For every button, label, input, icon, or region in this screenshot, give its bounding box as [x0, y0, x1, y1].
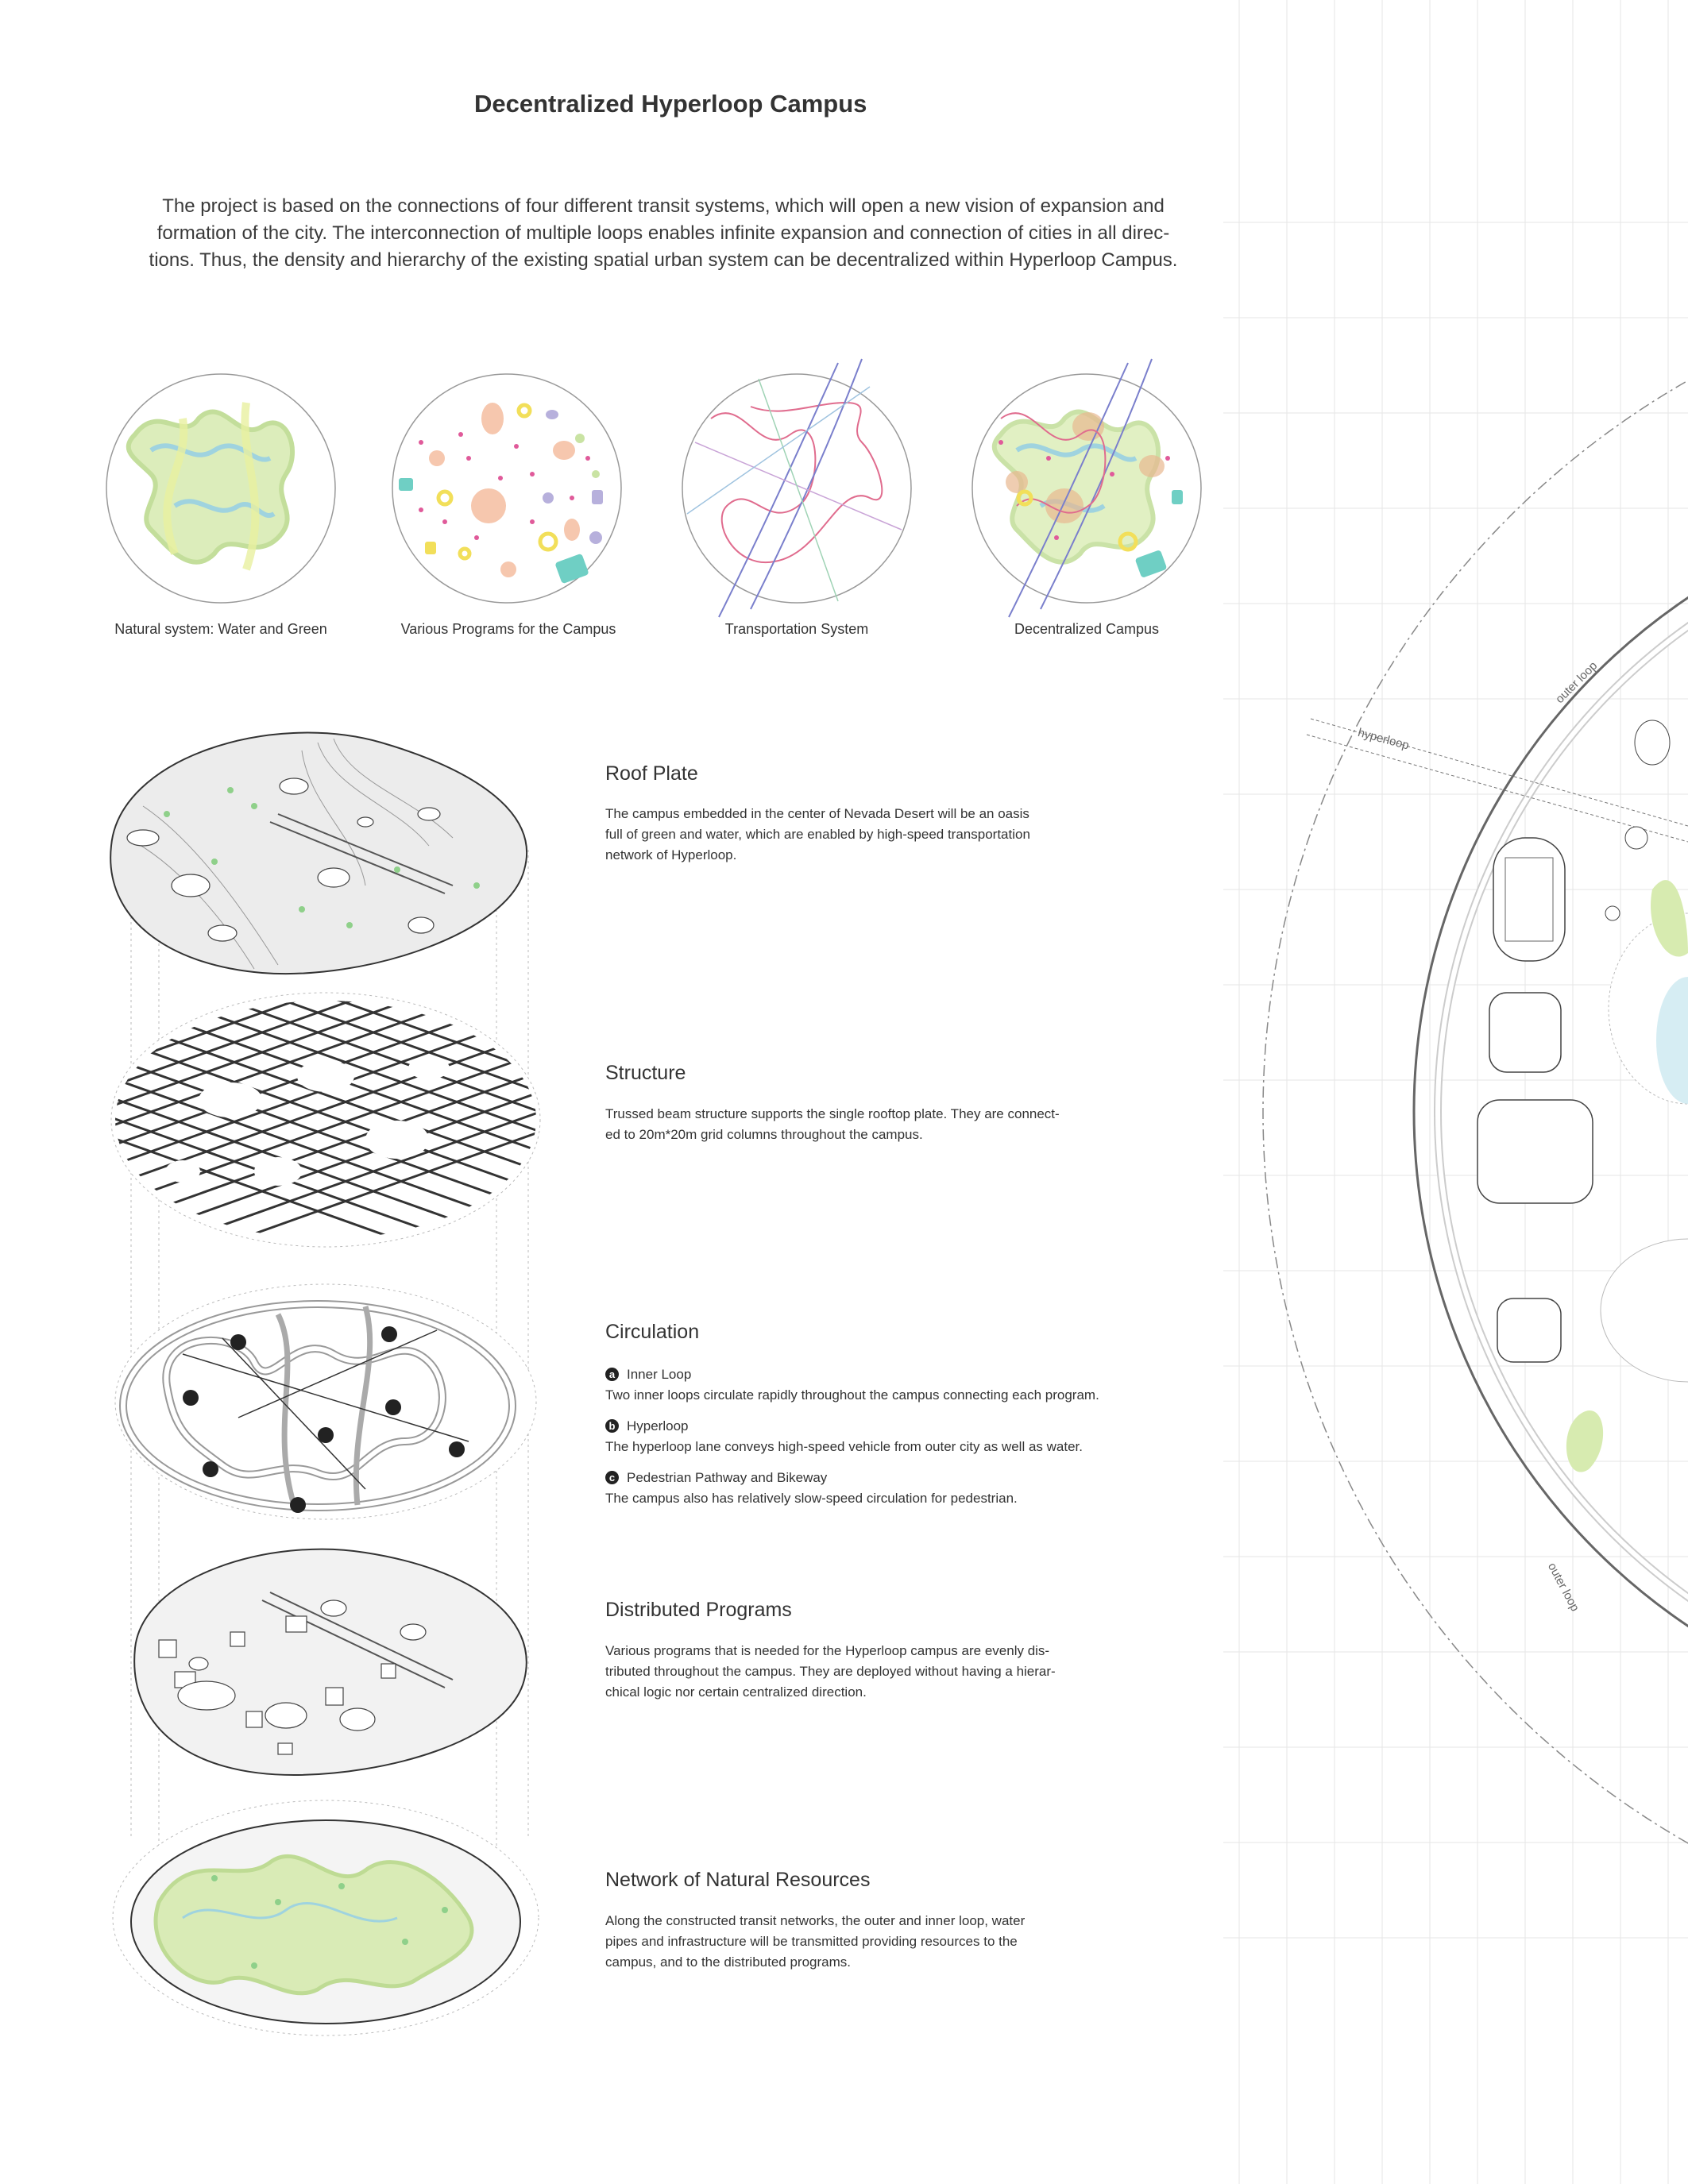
circulation-label: Inner Loop: [627, 1367, 692, 1382]
body-line: Along the constructed transit networks, the outer and inner loop, water: [605, 1913, 1026, 1928]
body-line: full of green and water, which are enabled by high-speed transportation: [605, 827, 1030, 842]
layer-title-circulation: Circulation: [605, 1321, 700, 1343]
layer-title-structure: Structure: [605, 1062, 686, 1084]
label-outer-loop-bottom: outer loop: [1544, 1561, 1582, 1614]
body-line: pipes and infrastructure will be transmitted providing resources to the: [605, 1934, 1018, 1949]
programs-layer: [134, 1549, 527, 1775]
natural-resources-layer: [113, 1800, 539, 2035]
caption-programs: Various Programs for the Campus: [400, 621, 616, 637]
badge-a-icon: a: [605, 1368, 619, 1381]
body-line: network of Hyperloop.: [605, 847, 737, 862]
diagram-decentralized-campus: [969, 371, 1204, 606]
diagram-natural-system: [103, 371, 338, 606]
badge-c-icon: c: [605, 1471, 619, 1484]
body-line: campus, and to the distributed programs.: [605, 1954, 851, 1970]
body-line: Trussed beam structure supports the single rooftop plate. They are connect-: [605, 1106, 1060, 1121]
layer-body-programs: [605, 1641, 1161, 1703]
label-hyperloop: hyperloop: [1356, 726, 1411, 753]
page-title: Decentralized Hyperloop Campus: [474, 90, 867, 118]
caption-transportation: Transportation System: [724, 621, 869, 637]
body-line: ed to 20m*20m grid columns throughout the campus.: [605, 1127, 923, 1142]
circulation-desc: Two inner loops circulate rapidly throughout the campus connecting each program.: [605, 1387, 1099, 1403]
layer-body-natural-resources: [605, 1911, 1161, 1973]
layer-title-programs: Distributed Programs: [605, 1599, 792, 1621]
circulation-desc: The hyperloop lane conveys high-speed vehicle from outer city as well as water.: [605, 1439, 1083, 1454]
roof-plate-layer: [110, 733, 527, 974]
label-outer-loop: outer loop: [1553, 658, 1601, 707]
intro-line: The project is based on the connections of four different transit systems, which will open a new vision of expansion and: [162, 195, 1165, 217]
caption-decentralized: Decentralized Campus: [1014, 621, 1160, 637]
diagram-transportation: [679, 371, 914, 606]
layer-title-roof-plate: Roof Plate: [605, 762, 698, 785]
body-line: Various programs that is needed for the Hyperloop campus are evenly dis-: [605, 1643, 1050, 1658]
layer-body-roof-plate: [605, 804, 1161, 866]
layer-body-structure: [605, 1104, 1161, 1145]
intro-line: formation of the city. The interconnection of multiple loops enables infinite expansion and connection of cities in all direc-: [156, 222, 1170, 244]
circulation-layer: [115, 1284, 536, 1519]
circulation-item-a: [605, 1364, 1209, 1406]
caption-natural-system: Natural system: Water and Green: [114, 621, 327, 637]
exploded-axonometric: [95, 727, 540, 1997]
circulation-item-c: [605, 1468, 1209, 1509]
intro-paragraph: [127, 193, 1199, 274]
body-line: chical logic nor certain centralized direction.: [605, 1684, 867, 1700]
badge-b-icon: b: [605, 1419, 619, 1433]
body-line: The campus embedded in the center of Nevada Desert will be an oasis: [605, 806, 1029, 821]
circulation-desc: The campus also has relatively slow-speed circulation for pedestrian.: [605, 1491, 1018, 1506]
site-plan: [1223, 0, 1688, 2184]
intro-line: tions. Thus, the density and hierarchy of the existing spatial urban system can be decentralized within Hyperloop Campus.: [149, 249, 1178, 271]
layer-title-natural-resources: Network of Natural Resources: [605, 1869, 871, 1891]
diagram-programs: [389, 371, 624, 606]
body-line: tributed throughout the campus. They are deployed without having a hierar-: [605, 1664, 1056, 1679]
circulation-label: Pedestrian Pathway and Bikeway: [627, 1470, 828, 1485]
circulation-label: Hyperloop: [627, 1418, 689, 1433]
circulation-item-b: [605, 1416, 1209, 1457]
